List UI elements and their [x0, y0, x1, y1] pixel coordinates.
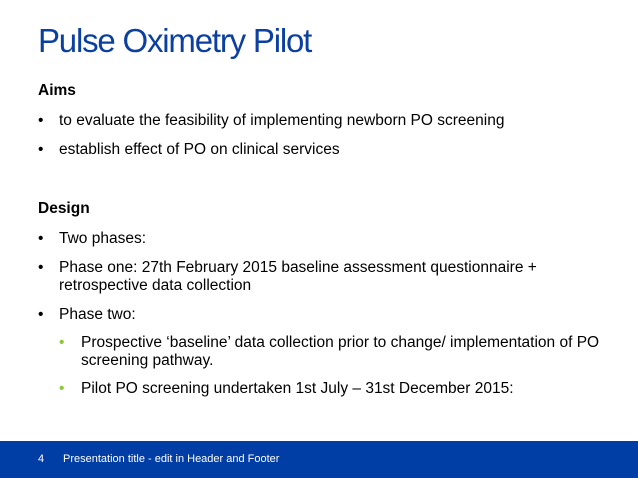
design-bullet-text: Phase one: 27th February 2015 baseline assessment questionnaire + retrospective data collection	[59, 259, 537, 294]
bullet-icon: •	[38, 141, 44, 158]
sub-bullet-icon: •	[59, 334, 65, 351]
phase-two-sub-bullet-2	[38, 380, 608, 398]
design-bullet-text: Phase two:	[59, 306, 136, 323]
aims-heading: Aims	[38, 82, 76, 99]
phase-two-sub-bullet-1	[38, 334, 608, 370]
footer-text: Presentation title - edit in Header and Footer	[63, 453, 280, 465]
sub-bullet-text: Pilot PO screening undertaken 1st July – 31st December 2015:	[81, 380, 514, 397]
aims-bullet-text: establish effect of PO on clinical services	[59, 141, 340, 158]
slide-title: Pulse Oximetry Pilot	[38, 22, 312, 59]
footer-bar	[0, 441, 638, 478]
aims-bullet-2	[38, 141, 608, 159]
design-heading: Design	[38, 200, 90, 217]
design-bullet-2	[38, 259, 608, 295]
design-bullet-3	[38, 306, 608, 324]
bullet-icon: •	[38, 306, 44, 323]
sub-bullet-icon: •	[59, 380, 65, 397]
page-number: 4	[38, 453, 45, 465]
bullet-icon: •	[38, 230, 44, 247]
aims-bullet-text: to evaluate the feasibility of implementing newborn PO screening	[59, 112, 505, 129]
bullet-icon: •	[38, 112, 44, 129]
bullet-icon: •	[38, 259, 44, 276]
sub-bullet-text: Prospective ‘baseline’ data collection prior to change/ implementation of PO screening pathway.	[81, 334, 600, 369]
design-bullet-1	[38, 230, 608, 248]
aims-bullet-1	[38, 112, 608, 130]
slide-body	[38, 82, 608, 398]
design-bullet-text: Two phases:	[59, 230, 147, 247]
